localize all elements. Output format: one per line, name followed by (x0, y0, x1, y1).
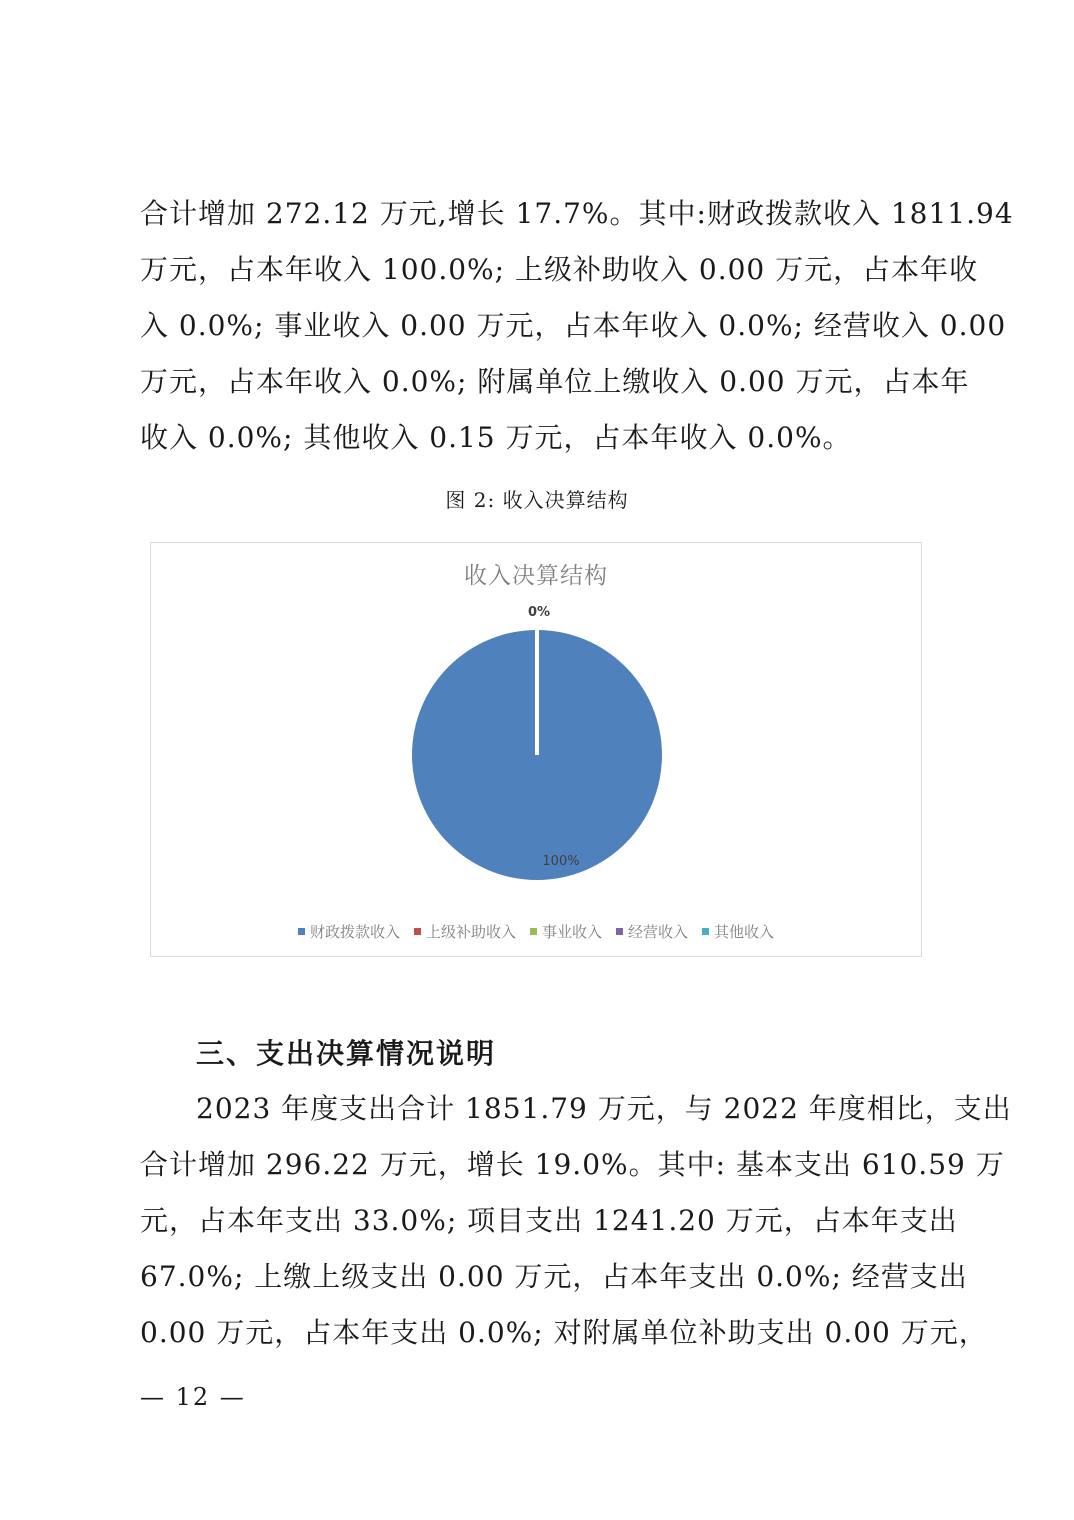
page-number: — 12 — (140, 1383, 246, 1411)
legend-swatch (414, 928, 421, 935)
text-line: 2023 年度支出合计 1851.79 万元，与 2022 年度相比，支出 (196, 1092, 1012, 1125)
text-line: 0.00 万元，占本年支出 0.0%; 对附属单位补助支出 0.00 万元， (140, 1316, 988, 1349)
chart-legend (151, 921, 921, 942)
text-line: 元，占本年支出 33.0%; 项目支出 1241.20 万元，占本年支出 (140, 1204, 958, 1237)
text-line: 收入 0.0%; 其他收入 0.15 万元，占本年收入 0.0%。 (140, 421, 852, 454)
chart-title: 收入决算结构 (464, 563, 608, 589)
legend-swatch (298, 928, 305, 935)
legend-item (702, 921, 774, 942)
legend-swatch (702, 928, 709, 935)
legend-label: 上级补助收入 (425, 923, 516, 941)
legend-item (530, 921, 602, 942)
legend-item (414, 921, 516, 942)
legend-item (616, 921, 688, 942)
text-line: 入 0.0%; 事业收入 0.00 万元，占本年收入 0.0%; 经营收入 0.00 (140, 309, 1007, 342)
legend-label: 事业收入 (541, 923, 602, 941)
expenditure-paragraph (140, 1081, 1012, 1361)
income-structure-chart (150, 542, 922, 957)
text-line: 合计增加 296.22 万元，增长 19.0%。其中: 基本支出 610.59 万 (140, 1148, 1005, 1181)
section-heading: 三、支出决算情况说明 (196, 1037, 497, 1070)
data-label: 0% (527, 605, 551, 620)
legend-label: 财政拨款收入 (309, 923, 400, 941)
text-line: 万元，占本年收入 100.0%; 上级补助收入 0.00 万元，占本年收 (140, 253, 979, 286)
legend-label: 其他收入 (714, 923, 775, 941)
text-line: 万元，占本年收入 0.0%; 附属单位上缴收入 0.00 万元，占本年 (140, 365, 970, 398)
income-paragraph (140, 186, 1014, 466)
data-label: 100% (542, 854, 580, 869)
pie-chart (151, 543, 923, 958)
legend-label: 经营收入 (628, 923, 689, 941)
legend-item (298, 921, 400, 942)
text-line: 67.0%; 上缴上级支出 0.00 万元，占本年支出 0.0%; 经营支出 (140, 1260, 968, 1293)
legend-swatch (616, 928, 623, 935)
figure-caption: 图 2: 收入决算结构 (445, 488, 629, 512)
text-line: 合计增加 272.12 万元,增长 17.7%。其中:财政拨款收入 1811.94 (140, 197, 1014, 230)
legend-swatch (530, 928, 537, 935)
